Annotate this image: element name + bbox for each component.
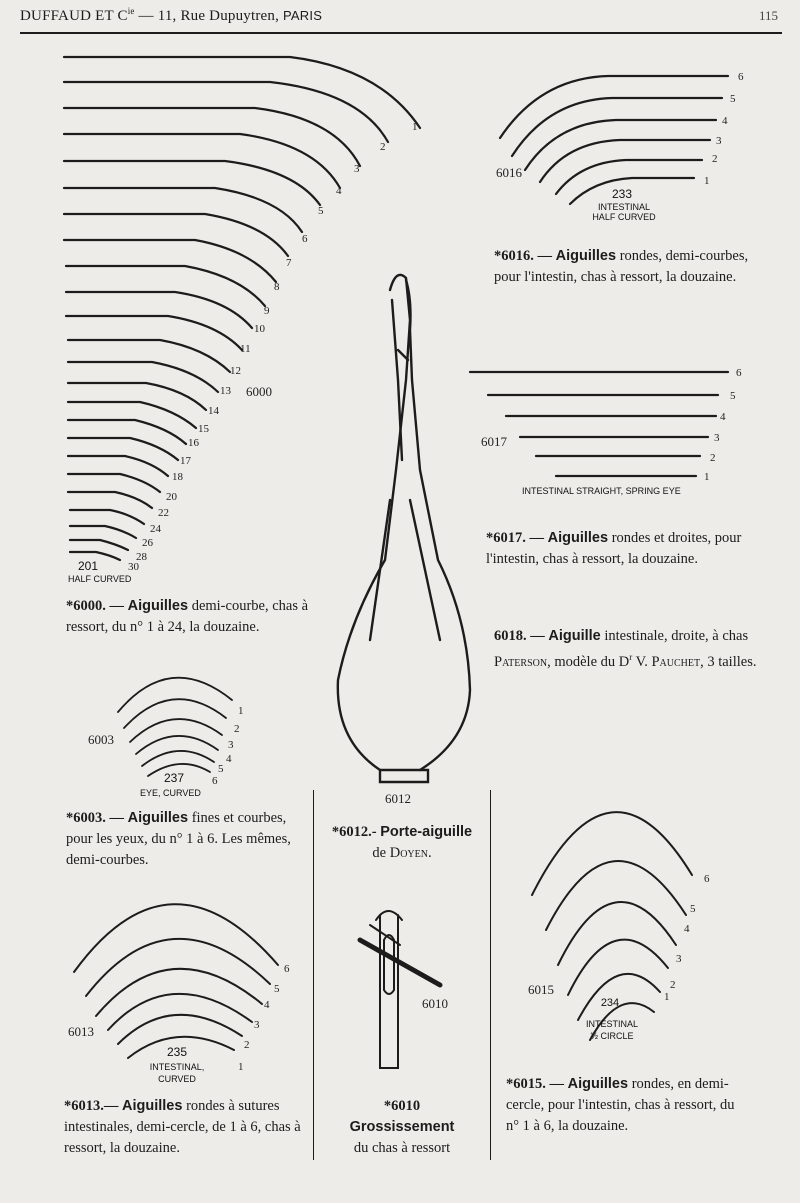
n6016-size-6: 6 — [738, 71, 744, 83]
n6000-size-6: 6 — [302, 233, 308, 245]
caption-6016-name: Aiguilles — [555, 248, 617, 264]
n6017-size-4: 4 — [720, 411, 726, 423]
sizes-6003 — [212, 705, 244, 787]
caption-6012 — [318, 822, 486, 864]
needle-holder-6012 — [338, 275, 470, 782]
sizes-6017 — [704, 367, 742, 483]
caption-6018-text1: intestinale, droite, à chas — [600, 628, 749, 644]
n6016-size-5: 5 — [730, 93, 736, 105]
caption-6015-text: rondes, en demi-cercle, pour l'intestin, chas à ressort, du n° 1 à 6, la douzaine. — [506, 1076, 735, 1134]
ref-6017: 6017 — [481, 434, 507, 449]
desc-6016-1: INTESTINAL — [597, 202, 651, 212]
n6000-size-30: 30 — [128, 561, 139, 573]
caption-6018-name: Aiguille — [548, 628, 601, 644]
caption-6012-end: . — [427, 845, 432, 861]
caption-6018-num: 6018. — — [494, 628, 545, 644]
n6000-size-17: 17 — [180, 455, 191, 467]
n6003-size-4: 4 — [226, 753, 232, 765]
desc-6015-2: ½ CIRCLE — [590, 1031, 634, 1041]
page-number: 115 — [758, 8, 778, 23]
caption-6015-name: Aiguilles — [567, 1076, 629, 1092]
n6013-size-4: 4 — [264, 999, 270, 1011]
caption-6017-name: Aiguilles — [547, 530, 609, 546]
ref-6000: 6000 — [246, 384, 272, 399]
desc-6015-1: INTESTINAL — [585, 1019, 639, 1029]
caption-6017-num: *6017. — — [486, 530, 544, 546]
needles-6003 — [118, 678, 232, 776]
n6003-size-3: 3 — [228, 739, 234, 751]
caption-6016-num: *6016. — — [494, 248, 552, 264]
n6000-size-28: 28 — [136, 551, 147, 563]
caption-6010-num: *6010 — [383, 1098, 421, 1114]
caption-6018-text4: , 3 tailles. — [700, 653, 757, 670]
n6000-size-20: 20 — [166, 491, 177, 503]
n6000-size-5: 5 — [318, 205, 324, 217]
n6000-size-7: 7 — [286, 257, 292, 269]
n6017-size-3: 3 — [714, 432, 720, 444]
n6016-size-4: 4 — [722, 115, 728, 127]
caption-6013 — [64, 1096, 304, 1159]
code-201: 201 — [78, 559, 99, 573]
n6000-size-11: 11 — [240, 343, 251, 355]
n6015-size-6: 6 — [704, 873, 710, 885]
code-233: 233 — [611, 187, 633, 201]
caption-6018-sup: r — [629, 652, 633, 662]
n6000-size-26: 26 — [142, 537, 153, 549]
n6000-size-12: 12 — [230, 365, 241, 377]
n6000-size-8: 8 — [274, 281, 280, 293]
caption-6013-text: rondes à sutures intestinales, demi-cercle, de 1 à 6, chas à ressort, la douzaine. — [64, 1098, 301, 1156]
n6000-size-16: 16 — [188, 437, 199, 449]
caption-6000-text: demi-courbe, chas à ressort, du n° 1 à 24, la douzaine. — [66, 598, 309, 635]
n6000-size-15: 15 — [198, 423, 209, 435]
n6015-size-1: 1 — [664, 991, 670, 1003]
caption-6000-num: *6000. — — [66, 598, 124, 614]
n6013-size-2: 2 — [244, 1039, 250, 1051]
n6016-size-3: 3 — [716, 135, 722, 147]
caption-6003-name: Aiguilles — [127, 810, 189, 826]
code-234: 234 — [600, 997, 620, 1009]
caption-6013-num: *6013.— — [64, 1098, 119, 1114]
caption-6012-doyen: Doyen — [389, 845, 428, 861]
n6013-size-3: 3 — [254, 1019, 260, 1031]
n6000-size-9: 9 — [264, 305, 270, 317]
n6003-size-2: 2 — [234, 723, 240, 735]
desc-6013-1: INTESTINAL, — [149, 1062, 205, 1072]
n6000-size-10: 10 — [254, 323, 265, 335]
desc-6003: EYE, CURVED — [140, 788, 201, 798]
n6000-size-3: 3 — [354, 163, 360, 175]
n6000-size-22: 22 — [158, 507, 169, 519]
desc-6000: HALF CURVED — [68, 574, 132, 584]
header-firm-sup: ie — [127, 6, 135, 16]
caption-6010-name: Grossissement — [349, 1119, 455, 1135]
caption-6017 — [486, 528, 764, 570]
n6015-size-2: 2 — [670, 979, 676, 991]
header-city: PARIS — [283, 8, 323, 23]
needles-6000 — [64, 57, 420, 560]
caption-6018 — [494, 626, 764, 673]
ref-6013: 6013 — [68, 1024, 94, 1039]
caption-6003-num: *6003. — — [66, 810, 124, 826]
eye-enlargement-6010 — [360, 911, 440, 1068]
n6000-size-4: 4 — [336, 185, 342, 197]
n6016-size-2: 2 — [712, 153, 718, 165]
desc-6017: INTESTINAL STRAIGHT, SPRING EYE — [522, 486, 681, 496]
caption-6013-name: Aiguilles — [122, 1098, 183, 1114]
caption-6012-text: de — [372, 845, 390, 861]
n6013-size-1: 1 — [238, 1061, 244, 1073]
n6015-size-3: 3 — [676, 953, 682, 965]
caption-6018-text2: , modèle du D — [547, 653, 630, 670]
n6017-size-5: 5 — [730, 390, 736, 402]
caption-6012-num: *6012.- — [331, 824, 377, 840]
ref-6003: 6003 — [88, 732, 114, 747]
n6003-size-5: 5 — [218, 763, 224, 775]
sizes-6016 — [704, 71, 744, 187]
caption-6012-name: Porte-aiguille — [380, 824, 473, 840]
n6015-size-5: 5 — [690, 903, 696, 915]
caption-6018-text3: V. — [632, 653, 652, 670]
n6000-size-18: 18 — [172, 471, 183, 483]
caption-6010 — [318, 1096, 486, 1159]
n6013-size-6: 6 — [284, 963, 290, 975]
needles-6013 — [74, 904, 278, 1058]
caption-6010-text: du chas à ressort — [353, 1140, 451, 1156]
caption-6015-num: *6015. — — [506, 1076, 564, 1092]
caption-6003 — [66, 808, 306, 871]
n6017-size-1: 1 — [704, 471, 710, 483]
caption-6018-pauchet: Pauchet — [651, 653, 701, 670]
code-237: 237 — [164, 771, 185, 785]
caption-6018-paterson: Paterson — [494, 653, 548, 670]
n6000-size-14: 14 — [208, 405, 219, 417]
caption-6016 — [494, 246, 764, 288]
n6017-size-6: 6 — [736, 367, 742, 379]
n6016-size-1: 1 — [704, 175, 710, 187]
caption-6000-name: Aiguilles — [127, 598, 189, 614]
header-address: — 11, Rue Dupuytren, — [134, 8, 284, 24]
caption-6016-text: rondes, demi-courbes, pour l'intestin, chas à ressort, la douzaine. — [494, 248, 749, 285]
n6017-size-2: 2 — [710, 452, 716, 464]
desc-6016-2: HALF CURVED — [592, 212, 656, 222]
needles-6017 — [470, 372, 728, 476]
caption-6015 — [506, 1074, 742, 1137]
n6000-size-24: 24 — [150, 523, 161, 535]
ref-6016: 6016 — [496, 165, 522, 180]
n6003-size-1: 1 — [238, 705, 244, 717]
caption-6003-text: fines et courbes, pour les yeux, du n° 1 à 6. Les mêmes, demi-courbes. — [66, 810, 291, 868]
ref-6012: 6012 — [385, 791, 411, 806]
n6003-size-6: 6 — [212, 775, 218, 787]
code-235: 235 — [166, 1045, 188, 1059]
desc-6013-2: CURVED — [158, 1074, 196, 1084]
n6000-size-2: 2 — [380, 141, 386, 153]
ref-6010: 6010 — [422, 996, 448, 1011]
ref-6015: 6015 — [528, 982, 554, 997]
header-firm: DUFFAUD ET C — [20, 8, 128, 24]
n6000-size-1: 1 — [412, 121, 418, 133]
needles-6016 — [500, 76, 728, 204]
n6015-size-4: 4 — [684, 923, 690, 935]
caption-6017-text: rondes et droites, pour l'intestin, chas à ressort, la douzaine. — [486, 530, 742, 567]
n6013-size-5: 5 — [274, 983, 280, 995]
caption-6000 — [66, 596, 328, 638]
n6000-size-13: 13 — [220, 385, 231, 397]
